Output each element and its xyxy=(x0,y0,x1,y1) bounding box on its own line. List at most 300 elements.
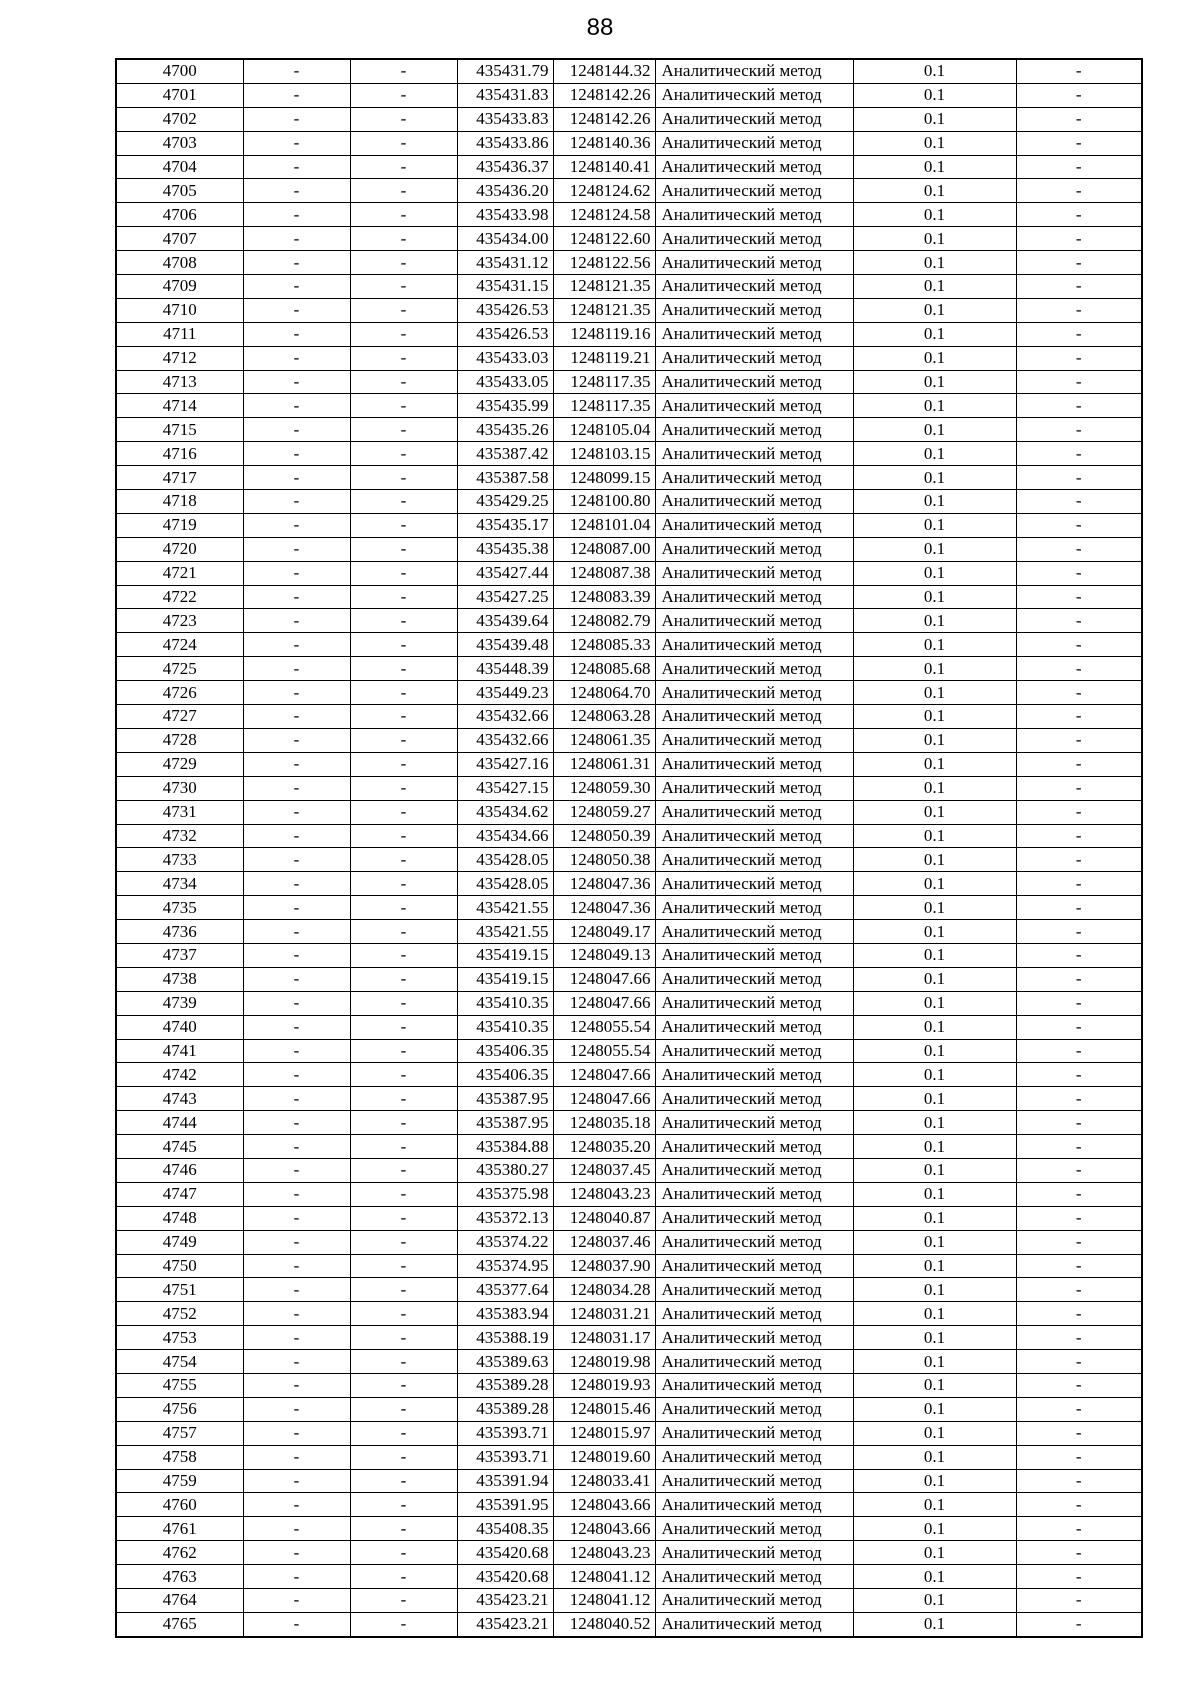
x-coordinate-cell: 435375.98 xyxy=(457,1182,553,1206)
table-row xyxy=(116,59,1142,83)
x-coordinate-cell: 435389.28 xyxy=(457,1397,553,1421)
point-number-cell: 4754 xyxy=(116,1350,243,1374)
x-coordinate-cell: 435410.35 xyxy=(457,991,553,1015)
dash-cell-b: - xyxy=(350,1373,457,1397)
dash-cell-c: - xyxy=(1016,1326,1142,1350)
y-coordinate-cell: 1248099.15 xyxy=(553,466,655,490)
x-coordinate-cell: 435439.48 xyxy=(457,633,553,657)
y-coordinate-cell: 1248083.39 xyxy=(553,585,655,609)
dash-cell-b: - xyxy=(350,1015,457,1039)
dash-cell-b: - xyxy=(350,107,457,131)
point-number-cell: 4753 xyxy=(116,1326,243,1350)
dash-cell-c: - xyxy=(1016,466,1142,490)
table-row xyxy=(116,728,1142,752)
dash-cell-c: - xyxy=(1016,800,1142,824)
dash-cell-a: - xyxy=(243,1397,350,1421)
dash-cell-c: - xyxy=(1016,609,1142,633)
dash-cell-b: - xyxy=(350,203,457,227)
dash-cell-b: - xyxy=(350,776,457,800)
dash-cell-c: - xyxy=(1016,657,1142,681)
table-row xyxy=(116,1206,1142,1230)
method-cell: Аналитический метод xyxy=(655,872,853,896)
dash-cell-c: - xyxy=(1016,346,1142,370)
point-number-cell: 4761 xyxy=(116,1517,243,1541)
point-number-cell: 4705 xyxy=(116,179,243,203)
y-coordinate-cell: 1248122.60 xyxy=(553,227,655,251)
y-coordinate-cell: 1248142.26 xyxy=(553,107,655,131)
x-coordinate-cell: 435433.05 xyxy=(457,370,553,394)
x-coordinate-cell: 435393.71 xyxy=(457,1421,553,1445)
method-cell: Аналитический метод xyxy=(655,346,853,370)
dash-cell-a: - xyxy=(243,1230,350,1254)
dash-cell-b: - xyxy=(350,1469,457,1493)
table-row xyxy=(116,633,1142,657)
accuracy-cell: 0.1 xyxy=(853,59,1016,83)
method-cell: Аналитический метод xyxy=(655,179,853,203)
dash-cell-a: - xyxy=(243,251,350,275)
table-row xyxy=(116,179,1142,203)
dash-cell-a: - xyxy=(243,1278,350,1302)
dash-cell-c: - xyxy=(1016,490,1142,514)
dash-cell-c: - xyxy=(1016,585,1142,609)
accuracy-cell: 0.1 xyxy=(853,1230,1016,1254)
method-cell: Аналитический метод xyxy=(655,155,853,179)
point-number-cell: 4727 xyxy=(116,705,243,729)
table-row xyxy=(116,824,1142,848)
table-row xyxy=(116,967,1142,991)
dash-cell-c: - xyxy=(1016,1445,1142,1469)
dash-cell-a: - xyxy=(243,1469,350,1493)
method-cell: Аналитический метод xyxy=(655,1278,853,1302)
method-cell: Аналитический метод xyxy=(655,920,853,944)
x-coordinate-cell: 435420.68 xyxy=(457,1565,553,1589)
point-number-cell: 4755 xyxy=(116,1373,243,1397)
table-row xyxy=(116,920,1142,944)
point-number-cell: 4759 xyxy=(116,1469,243,1493)
y-coordinate-cell: 1248142.26 xyxy=(553,83,655,107)
dash-cell-c: - xyxy=(1016,1135,1142,1159)
point-number-cell: 4702 xyxy=(116,107,243,131)
table-row xyxy=(116,1350,1142,1374)
y-coordinate-cell: 1248037.45 xyxy=(553,1158,655,1182)
dash-cell-c: - xyxy=(1016,561,1142,585)
y-coordinate-cell: 1248037.46 xyxy=(553,1230,655,1254)
y-coordinate-cell: 1248043.66 xyxy=(553,1493,655,1517)
dash-cell-c: - xyxy=(1016,394,1142,418)
dash-cell-a: - xyxy=(243,1373,350,1397)
dash-cell-c: - xyxy=(1016,1612,1142,1636)
accuracy-cell: 0.1 xyxy=(853,585,1016,609)
x-coordinate-cell: 435434.00 xyxy=(457,227,553,251)
dash-cell-c: - xyxy=(1016,1421,1142,1445)
table-row xyxy=(116,1589,1142,1613)
point-number-cell: 4711 xyxy=(116,322,243,346)
y-coordinate-cell: 1248031.17 xyxy=(553,1326,655,1350)
method-cell: Аналитический метод xyxy=(655,943,853,967)
dash-cell-a: - xyxy=(243,967,350,991)
y-coordinate-cell: 1248049.17 xyxy=(553,920,655,944)
dash-cell-a: - xyxy=(243,633,350,657)
point-number-cell: 4750 xyxy=(116,1254,243,1278)
dash-cell-a: - xyxy=(243,943,350,967)
point-number-cell: 4700 xyxy=(116,59,243,83)
dash-cell-b: - xyxy=(350,1254,457,1278)
accuracy-cell: 0.1 xyxy=(853,346,1016,370)
point-number-cell: 4735 xyxy=(116,896,243,920)
dash-cell-c: - xyxy=(1016,776,1142,800)
dash-cell-b: - xyxy=(350,227,457,251)
point-number-cell: 4746 xyxy=(116,1158,243,1182)
method-cell: Аналитический метод xyxy=(655,1063,853,1087)
x-coordinate-cell: 435435.99 xyxy=(457,394,553,418)
accuracy-cell: 0.1 xyxy=(853,1445,1016,1469)
x-coordinate-cell: 435419.15 xyxy=(457,967,553,991)
dash-cell-b: - xyxy=(350,1206,457,1230)
accuracy-cell: 0.1 xyxy=(853,418,1016,442)
point-number-cell: 4738 xyxy=(116,967,243,991)
y-coordinate-cell: 1248055.54 xyxy=(553,1015,655,1039)
dash-cell-c: - xyxy=(1016,1541,1142,1565)
y-coordinate-cell: 1248061.31 xyxy=(553,752,655,776)
accuracy-cell: 0.1 xyxy=(853,920,1016,944)
dash-cell-c: - xyxy=(1016,848,1142,872)
table-row xyxy=(116,1541,1142,1565)
accuracy-cell: 0.1 xyxy=(853,991,1016,1015)
table-row xyxy=(116,561,1142,585)
dash-cell-b: - xyxy=(350,131,457,155)
x-coordinate-cell: 435433.83 xyxy=(457,107,553,131)
dash-cell-a: - xyxy=(243,107,350,131)
point-number-cell: 4707 xyxy=(116,227,243,251)
dash-cell-b: - xyxy=(350,657,457,681)
point-number-cell: 4756 xyxy=(116,1397,243,1421)
dash-cell-c: - xyxy=(1016,298,1142,322)
point-number-cell: 4731 xyxy=(116,800,243,824)
dash-cell-a: - xyxy=(243,872,350,896)
dash-cell-c: - xyxy=(1016,1278,1142,1302)
accuracy-cell: 0.1 xyxy=(853,1493,1016,1517)
dash-cell-c: - xyxy=(1016,1158,1142,1182)
accuracy-cell: 0.1 xyxy=(853,1421,1016,1445)
x-coordinate-cell: 435374.22 xyxy=(457,1230,553,1254)
point-number-cell: 4736 xyxy=(116,920,243,944)
method-cell: Аналитический метод xyxy=(655,728,853,752)
y-coordinate-cell: 1248082.79 xyxy=(553,609,655,633)
dash-cell-b: - xyxy=(350,179,457,203)
x-coordinate-cell: 435435.38 xyxy=(457,537,553,561)
dash-cell-b: - xyxy=(350,1517,457,1541)
accuracy-cell: 0.1 xyxy=(853,1565,1016,1589)
dash-cell-b: - xyxy=(350,824,457,848)
x-coordinate-cell: 435427.16 xyxy=(457,752,553,776)
table-row xyxy=(116,1111,1142,1135)
dash-cell-b: - xyxy=(350,1541,457,1565)
y-coordinate-cell: 1248059.27 xyxy=(553,800,655,824)
dash-cell-c: - xyxy=(1016,227,1142,251)
dash-cell-c: - xyxy=(1016,107,1142,131)
dash-cell-b: - xyxy=(350,1302,457,1326)
accuracy-cell: 0.1 xyxy=(853,1254,1016,1278)
dash-cell-a: - xyxy=(243,466,350,490)
accuracy-cell: 0.1 xyxy=(853,1087,1016,1111)
y-coordinate-cell: 1248122.56 xyxy=(553,251,655,275)
dash-cell-c: - xyxy=(1016,251,1142,275)
dash-cell-a: - xyxy=(243,1111,350,1135)
method-cell: Аналитический метод xyxy=(655,609,853,633)
accuracy-cell: 0.1 xyxy=(853,896,1016,920)
x-coordinate-cell: 435383.94 xyxy=(457,1302,553,1326)
y-coordinate-cell: 1248040.52 xyxy=(553,1612,655,1636)
method-cell: Аналитический метод xyxy=(655,275,853,299)
x-coordinate-cell: 435431.15 xyxy=(457,275,553,299)
x-coordinate-cell: 435391.95 xyxy=(457,1493,553,1517)
point-number-cell: 4732 xyxy=(116,824,243,848)
x-coordinate-cell: 435423.21 xyxy=(457,1612,553,1636)
table-row xyxy=(116,896,1142,920)
dash-cell-b: - xyxy=(350,466,457,490)
dash-cell-a: - xyxy=(243,1302,350,1326)
y-coordinate-cell: 1248015.46 xyxy=(553,1397,655,1421)
x-coordinate-cell: 435389.28 xyxy=(457,1373,553,1397)
point-number-cell: 4719 xyxy=(116,513,243,537)
dash-cell-b: - xyxy=(350,1565,457,1589)
dash-cell-a: - xyxy=(243,1350,350,1374)
x-coordinate-cell: 435434.66 xyxy=(457,824,553,848)
x-coordinate-cell: 435391.94 xyxy=(457,1469,553,1493)
dash-cell-a: - xyxy=(243,442,350,466)
method-cell: Аналитический метод xyxy=(655,1445,853,1469)
table-row xyxy=(116,107,1142,131)
table-row xyxy=(116,657,1142,681)
dash-cell-c: - xyxy=(1016,824,1142,848)
table-row xyxy=(116,752,1142,776)
point-number-cell: 4701 xyxy=(116,83,243,107)
dash-cell-a: - xyxy=(243,609,350,633)
point-number-cell: 4751 xyxy=(116,1278,243,1302)
dash-cell-c: - xyxy=(1016,943,1142,967)
dash-cell-b: - xyxy=(350,1230,457,1254)
table-row xyxy=(116,1397,1142,1421)
dash-cell-a: - xyxy=(243,1493,350,1517)
point-number-cell: 4724 xyxy=(116,633,243,657)
table-row xyxy=(116,251,1142,275)
table-row xyxy=(116,705,1142,729)
point-number-cell: 4717 xyxy=(116,466,243,490)
dash-cell-b: - xyxy=(350,442,457,466)
dash-cell-b: - xyxy=(350,322,457,346)
table-row xyxy=(116,1087,1142,1111)
method-cell: Аналитический метод xyxy=(655,1230,853,1254)
dash-cell-a: - xyxy=(243,705,350,729)
dash-cell-c: - xyxy=(1016,275,1142,299)
dash-cell-b: - xyxy=(350,561,457,585)
dash-cell-a: - xyxy=(243,776,350,800)
accuracy-cell: 0.1 xyxy=(853,298,1016,322)
dash-cell-b: - xyxy=(350,1063,457,1087)
x-coordinate-cell: 435435.26 xyxy=(457,418,553,442)
dash-cell-a: - xyxy=(243,1254,350,1278)
dash-cell-c: - xyxy=(1016,155,1142,179)
x-coordinate-cell: 435439.64 xyxy=(457,609,553,633)
accuracy-cell: 0.1 xyxy=(853,1039,1016,1063)
dash-cell-a: - xyxy=(243,657,350,681)
dash-cell-c: - xyxy=(1016,418,1142,442)
dash-cell-a: - xyxy=(243,728,350,752)
table-row xyxy=(116,1135,1142,1159)
accuracy-cell: 0.1 xyxy=(853,872,1016,896)
dash-cell-c: - xyxy=(1016,705,1142,729)
table-row xyxy=(116,490,1142,514)
x-coordinate-cell: 435387.95 xyxy=(457,1087,553,1111)
point-number-cell: 4749 xyxy=(116,1230,243,1254)
accuracy-cell: 0.1 xyxy=(853,466,1016,490)
point-number-cell: 4742 xyxy=(116,1063,243,1087)
x-coordinate-cell: 435421.55 xyxy=(457,920,553,944)
x-coordinate-cell: 435380.27 xyxy=(457,1158,553,1182)
x-coordinate-cell: 435421.55 xyxy=(457,896,553,920)
dash-cell-a: - xyxy=(243,585,350,609)
dash-cell-b: - xyxy=(350,967,457,991)
dash-cell-c: - xyxy=(1016,896,1142,920)
method-cell: Аналитический метод xyxy=(655,107,853,131)
dash-cell-b: - xyxy=(350,1421,457,1445)
method-cell: Аналитический метод xyxy=(655,1493,853,1517)
dash-cell-b: - xyxy=(350,800,457,824)
y-coordinate-cell: 1248047.66 xyxy=(553,1063,655,1087)
accuracy-cell: 0.1 xyxy=(853,848,1016,872)
method-cell: Аналитический метод xyxy=(655,1612,853,1636)
method-cell: Аналитический метод xyxy=(655,394,853,418)
accuracy-cell: 0.1 xyxy=(853,83,1016,107)
method-cell: Аналитический метод xyxy=(655,370,853,394)
dash-cell-a: - xyxy=(243,394,350,418)
accuracy-cell: 0.1 xyxy=(853,633,1016,657)
accuracy-cell: 0.1 xyxy=(853,967,1016,991)
accuracy-cell: 0.1 xyxy=(853,1182,1016,1206)
table-row xyxy=(116,418,1142,442)
accuracy-cell: 0.1 xyxy=(853,943,1016,967)
table-row xyxy=(116,1015,1142,1039)
y-coordinate-cell: 1248101.04 xyxy=(553,513,655,537)
point-number-cell: 4762 xyxy=(116,1541,243,1565)
accuracy-cell: 0.1 xyxy=(853,203,1016,227)
dash-cell-b: - xyxy=(350,705,457,729)
accuracy-cell: 0.1 xyxy=(853,1589,1016,1613)
dash-cell-c: - xyxy=(1016,1302,1142,1326)
dash-cell-c: - xyxy=(1016,1565,1142,1589)
method-cell: Аналитический метод xyxy=(655,1421,853,1445)
method-cell: Аналитический метод xyxy=(655,1182,853,1206)
method-cell: Аналитический метод xyxy=(655,466,853,490)
point-number-cell: 4723 xyxy=(116,609,243,633)
dash-cell-c: - xyxy=(1016,872,1142,896)
dash-cell-b: - xyxy=(350,513,457,537)
dash-cell-b: - xyxy=(350,370,457,394)
dash-cell-a: - xyxy=(243,1589,350,1613)
y-coordinate-cell: 1248019.60 xyxy=(553,1445,655,1469)
dash-cell-a: - xyxy=(243,322,350,346)
table-row xyxy=(116,131,1142,155)
accuracy-cell: 0.1 xyxy=(853,705,1016,729)
table-row xyxy=(116,370,1142,394)
point-number-cell: 4712 xyxy=(116,346,243,370)
accuracy-cell: 0.1 xyxy=(853,657,1016,681)
dash-cell-c: - xyxy=(1016,752,1142,776)
table-row xyxy=(116,1158,1142,1182)
table-row xyxy=(116,1230,1142,1254)
accuracy-cell: 0.1 xyxy=(853,251,1016,275)
dash-cell-c: - xyxy=(1016,83,1142,107)
accuracy-cell: 0.1 xyxy=(853,1015,1016,1039)
dash-cell-b: - xyxy=(350,155,457,179)
point-number-cell: 4763 xyxy=(116,1565,243,1589)
dash-cell-b: - xyxy=(350,1158,457,1182)
y-coordinate-cell: 1248124.62 xyxy=(553,179,655,203)
dash-cell-a: - xyxy=(243,1015,350,1039)
dash-cell-b: - xyxy=(350,251,457,275)
x-coordinate-cell: 435428.05 xyxy=(457,848,553,872)
table-row xyxy=(116,1445,1142,1469)
dash-cell-a: - xyxy=(243,1039,350,1063)
accuracy-cell: 0.1 xyxy=(853,513,1016,537)
y-coordinate-cell: 1248117.35 xyxy=(553,370,655,394)
x-coordinate-cell: 435384.88 xyxy=(457,1135,553,1159)
method-cell: Аналитический метод xyxy=(655,896,853,920)
dash-cell-b: - xyxy=(350,490,457,514)
y-coordinate-cell: 1248043.66 xyxy=(553,1517,655,1541)
dash-cell-b: - xyxy=(350,298,457,322)
dash-cell-b: - xyxy=(350,609,457,633)
dash-cell-a: - xyxy=(243,1445,350,1469)
dash-cell-c: - xyxy=(1016,1111,1142,1135)
y-coordinate-cell: 1248047.36 xyxy=(553,872,655,896)
y-coordinate-cell: 1248047.66 xyxy=(553,967,655,991)
table-row xyxy=(116,298,1142,322)
dash-cell-b: - xyxy=(350,1445,457,1469)
x-coordinate-cell: 435420.68 xyxy=(457,1541,553,1565)
method-cell: Аналитический метод xyxy=(655,1469,853,1493)
accuracy-cell: 0.1 xyxy=(853,394,1016,418)
method-cell: Аналитический метод xyxy=(655,1206,853,1230)
dash-cell-c: - xyxy=(1016,1493,1142,1517)
table-row xyxy=(116,537,1142,561)
y-coordinate-cell: 1248064.70 xyxy=(553,681,655,705)
method-cell: Аналитический метод xyxy=(655,490,853,514)
dash-cell-a: - xyxy=(243,370,350,394)
dash-cell-b: - xyxy=(350,83,457,107)
table-row xyxy=(116,848,1142,872)
dash-cell-a: - xyxy=(243,155,350,179)
dash-cell-b: - xyxy=(350,728,457,752)
dash-cell-c: - xyxy=(1016,1254,1142,1278)
dash-cell-a: - xyxy=(243,275,350,299)
dash-cell-a: - xyxy=(243,1135,350,1159)
dash-cell-a: - xyxy=(243,991,350,1015)
dash-cell-c: - xyxy=(1016,1039,1142,1063)
y-coordinate-cell: 1248041.12 xyxy=(553,1565,655,1589)
dash-cell-c: - xyxy=(1016,1589,1142,1613)
x-coordinate-cell: 435433.03 xyxy=(457,346,553,370)
method-cell: Аналитический метод xyxy=(655,1397,853,1421)
point-number-cell: 4718 xyxy=(116,490,243,514)
point-number-cell: 4726 xyxy=(116,681,243,705)
x-coordinate-cell: 435427.25 xyxy=(457,585,553,609)
table-row xyxy=(116,203,1142,227)
method-cell: Аналитический метод xyxy=(655,322,853,346)
point-number-cell: 4734 xyxy=(116,872,243,896)
method-cell: Аналитический метод xyxy=(655,227,853,251)
dash-cell-b: - xyxy=(350,275,457,299)
